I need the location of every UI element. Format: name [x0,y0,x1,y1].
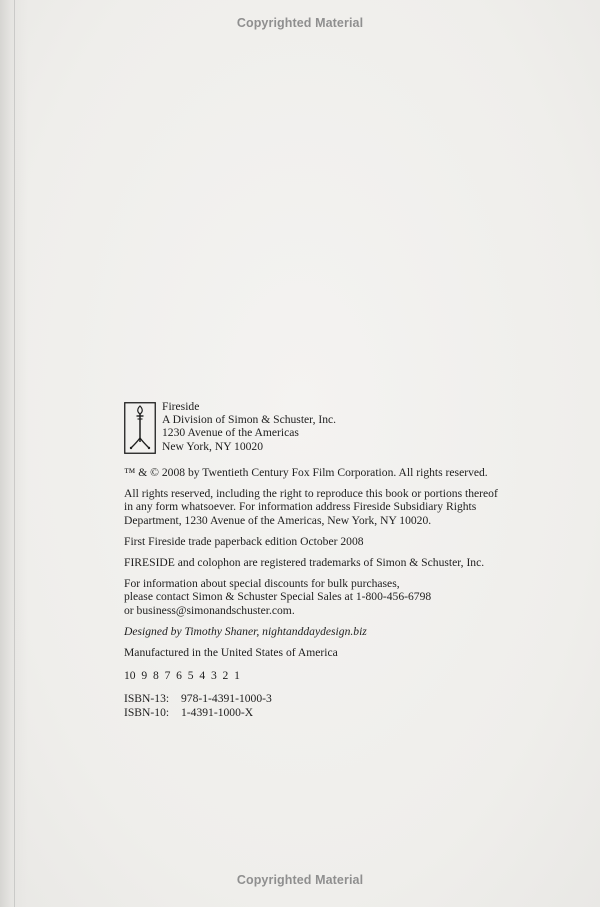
imprint-street: 1230 Avenue of the Americas [162,426,299,440]
spine-fold-line [14,0,15,907]
isbn-13-label: ISBN-13: [124,692,170,706]
isbn-block [124,692,544,718]
imprint-address [162,400,336,453]
trademark-line: FIRESIDE and colophon are registered trademarks of Simon & Schuster, Inc. [124,556,485,570]
watermark-bottom: Copyrighted Material [236,873,364,887]
sales-line: For information about special discounts for bulk purchases, [124,577,400,591]
special-sales [124,577,544,617]
copyright-notice [124,466,544,479]
rights-line: in any form whatsoever. For information address Fireside Subsidiary Rights [124,500,477,514]
printing-number-line [124,669,544,682]
imprint-city: New York, NY 10020 [162,439,264,453]
fireside-colophon-icon [124,402,156,454]
isbn-10-row [124,706,544,719]
designer-line: Designed by Timothy Shaner, nightanddaydesign.biz [124,624,367,638]
manufacturing-statement [124,646,544,659]
copyright-line: ™ & © 2008 by Twentieth Century Fox Film Corporation. All rights reserved. [124,466,488,479]
rights-line: Department, 1230 Avenue of the Americas, New York, NY 10020. [124,513,432,527]
watermark-top: Copyrighted Material [236,16,364,30]
manufactured-line: Manufactured in the United States of America [124,646,338,660]
trademark-statement [124,556,544,569]
imprint-name: Fireside [162,400,200,413]
isbn-10-value: 1-4391-1000-X [181,705,254,719]
imprint-division: A Division of Simon & Schuster, Inc. [162,413,337,427]
sales-line: please contact Simon & Schuster Special Sales at 1-800-456-6798 [124,590,432,604]
publisher-imprint [124,400,544,456]
rights-statement [124,487,544,527]
edition-statement [124,535,544,548]
edition-line: First Fireside trade paperback edition October 2008 [124,534,364,548]
isbn-13-value: 978-1-4391-1000-3 [181,692,272,706]
printing-line: 10 9 8 7 6 5 4 3 2 1 [124,669,240,683]
rights-line: All rights reserved, including the right to reproduce this book or portions thereof [124,487,498,501]
isbn-13-row [124,692,544,705]
copyright-block [124,400,544,719]
design-credit [124,625,544,638]
sales-line: or business@simonandschuster.com. [124,603,295,617]
isbn-10-label: ISBN-10: [124,705,170,719]
